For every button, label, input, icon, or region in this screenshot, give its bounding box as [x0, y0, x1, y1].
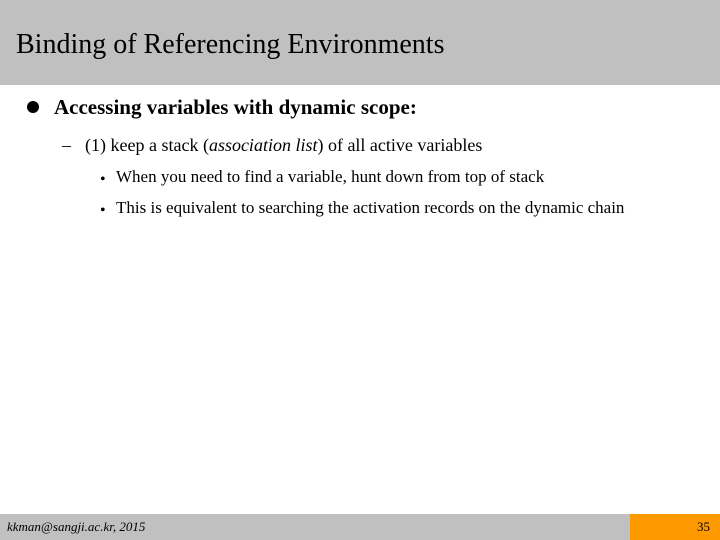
level3-bullet-text: This is equivalent to searching the activation records on the dynamic chain: [116, 198, 625, 217]
level2-bullet-text: [85, 133, 482, 157]
page-number-bar: [630, 514, 720, 540]
level3-bullet-marker: •: [100, 202, 106, 219]
level3-bullet-marker: •: [100, 171, 106, 188]
footer-bar: [0, 514, 630, 540]
level2-text-italic: association list: [208, 135, 318, 155]
level2-text-after: ) of all active variables: [317, 135, 483, 155]
level3-bullet-text: When you need to find a variable, hunt down from top of stack: [116, 167, 545, 186]
bullet-dot-icon: [27, 101, 39, 113]
page-number: 35: [697, 519, 710, 534]
level2-dash-marker: –: [62, 135, 71, 155]
level2-text-before: (1) keep a stack (: [85, 135, 209, 155]
slide-title: Binding of Referencing Environments: [16, 29, 445, 60]
footer-author: kkman@sangji.ac.kr, 2015: [7, 519, 146, 534]
level1-bullet-text: Accessing variables with dynamic scope:: [54, 95, 417, 119]
